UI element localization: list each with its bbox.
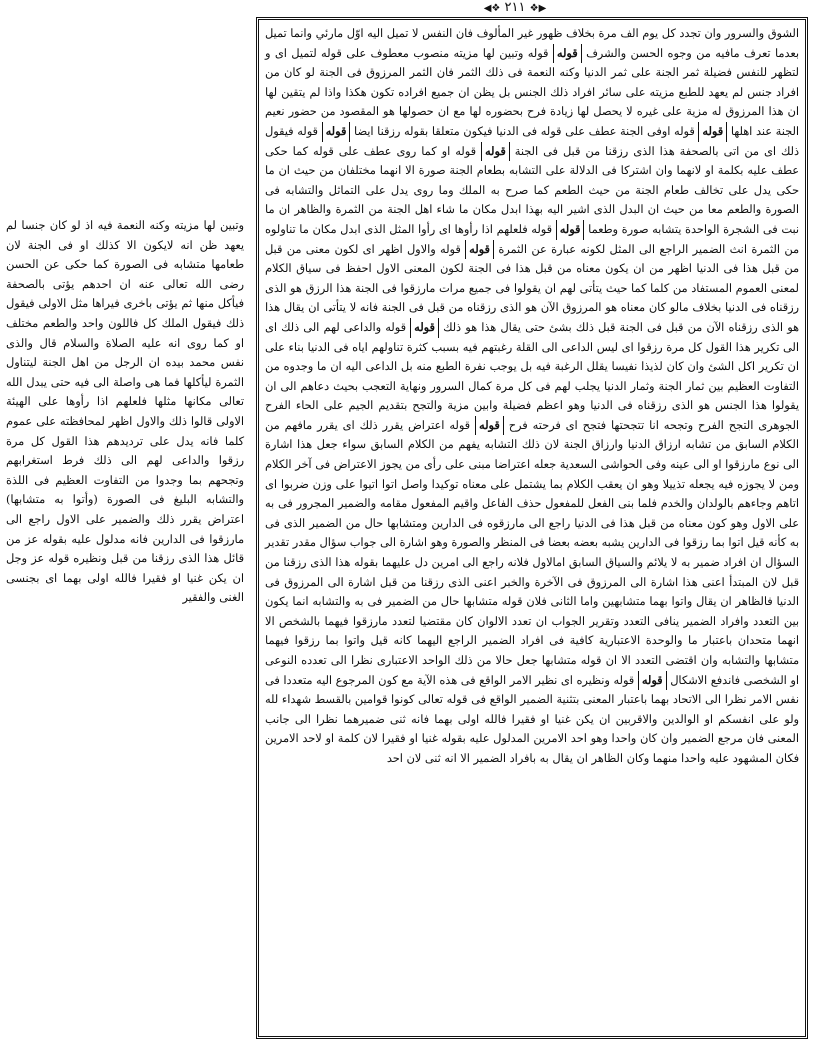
main-paragraph-text: الشوق والسرور وان تجدد كل يوم الف مرة بخلاف ظهور غير المألوف فان النفس لا تميل اليه اوّل مارئي وانما تميل بعدما تعرف مافيه من وجوه الحسن والشرف [265,27,799,60]
main-paragraph-text: قوله اعتراض يقرر ذلك اى يقرر مافهم من الكلام السابق من تشابه ارزاق الدنيا وارزاق الجنة لان ذلك التشابه يفهم من الكلام السابق سواء جعل هذا اشارة الى نوع مارزقوا او الى عينه وفى الحواشى السعدية جعله اعتراضا مبنى على رأى من يجوز الاعتراض فى آخر الكلام ومن لا يجوزه فيه يجعله تذييلا وهو ان يعقب الكلام بما يشتمل على معناه توكيدا واصل اتوا اتيوا على وزن ضربوا اى اتاهم وجاءهم بالولدان والخدم فلما بنى الفعل للمفعول حذف الفاعل واقيم المفعول مقامه والضمير المجرور فى به على الاول وهو كون معناه من قبل هذا فى الدنيا راجع الى مارزقوه فى الدارين ومتشابها حال من الضمير الذى فى به كأنه قيل اتوا بما رزقوا فى الدارين يشبه بعضه بعضا فى المنظر والصورة وهو اشارة الى جواب سؤال مقدر تقدير السؤال ان افراد ضمير به لا يلائم والسياق السابق امالاول فلانه راجع الى امرين دل عليهما بقوله هذا الذى رزقنا من قبل لان المبتدأ اعنى هذا اشارة الى المرزوق فى الآخرة والخبر اعنى الذى رزقنا من قبل اشارة الى المرزوق فى الدنيا فالظاهر ان يقال واتوا بهما متشابهين واما الثانى فلان قوله متشابها حال من الضمير فى به والتشابه انما يكون بين التعدد وافراد الضمير ينافى التعدد وتقرير الجواب ان تعدد الالوان كان مقتضيا لتعدد مارزقوا فيهما بالشخص الا انهما متحدان باعتبار ما والوحدة الاعتبارية كافية فى افراد الضمير الراجع اليهما كانه قيل واتوا بما رزقوا فيهما متشابها والتشابه وان اقتضى التعدد الا ان قوله متشابها جعل حالا من ذلك الواحد الاعتبارى نظرا الى تعدده النوعى او الشخصى فاندفع الاشكال [265,418,800,687]
main-paragraph [265,24,799,769]
marginal-text-column [6,216,244,608]
page-number [470,0,560,16]
main-paragraph-text: قوله اوفى الجنة عطف على قوله فى الدنيا فيكون متعلقا بقوله رزقنا ايضا [354,124,695,138]
margin-paragraph: وتبين لها مزيته وكنه النعمة فيه اذ لو كان جنسا لم يعهد ظن انه لايكون الا كذلك او فى الجنة لان طعامها متشابه فى الصورة كما حكى عن الحسن رضى الله تعالى عنه ان احدهم يؤتى بالصحفة فيأكل منها ثم يؤتى باخرى فيراها مثل الاولى فيقول ذلك فيقول الملك كل فاللون واحد والطعم مختلف او كما روى انه عليه الصلاة والسلام قال والذى نفس محمد بيده ان الرجل من اهل الجنة ليتناول الثمرة ليأكلها فما هى واصلة الى فيه حتى يبدل الله تعالى مكانها مثلها فلعلهم اذا رأوها على الهيئة الاولى قالوا ذلك والاول اظهر لمحافظته على عموم كلما فانه يدل على ترديدهم هذا القول كل مرة رزقوا والداعى لهم الى ذلك فرط استغرابهم وتجحهم بما وجدوا من التفاوت العظيم فى اللذة والتشابه البليغ فى الصورة (وأتوا به متشابها) اعتراض يقرر ذلك والضمير على الاول راجع الى مارزقوا فى الدارين فانه مدلول عليه بقوله عز من قائل هذا الذى رزقنا من قبل ونظيره قوله عز وجل ان يكن غنيا او فقيرا فالله اولى بهما اى بجنسى الغنى والفقير [6,219,244,605]
qawl-marker: قوله [465,240,494,260]
main-paragraph-text: قوله ونظيره اى نظير الامر الواقع فى هذه الآية مع كون المرجوع اليه متعددا فى نفس الامر نظرا الى الاتحاد بهما باعتبار المعنى بتثنية الضمير الواقع فى قوله تعالى كونوا قوامين بالقسط شهداء لله ولو على انفسكم او الوالدين والاقربين ان يكن غنيا او فقيرا فالله اولى بهما فانه ثنى ضميرهما نظرا الى جانب المعنى فان مرجع الضمير وان كان واحدا وهو احد الامرين المدلول عليه بقوله غنيا او فقيرا لان كلمة او لاحد الامرين فكان المشهود عليه واحدا منهما وكان الظاهر ان يقال به بافراد الضمير الا انه ثنى لان احد [265,673,799,765]
qawl-marker: قوله [481,142,510,162]
qawl-marker: قوله [698,122,727,142]
main-paragraph-text: قوله وتبين لها مزيته منصوب معطوف على قوله لتميل اى و لتظهر للنفس فضيلة ثمر الجنة على ثمر الدنيا وكنه النعمة فى ذلك الثمر فان الثمر المرزوق فى الجنة لو كان من افراد جنس لم يعهد للطبع مزيته على سائر افراد ذلك الجنس بل يظن ان جميع افراده تكون هكذا واذا لم يتقين لها ان هذا المرزوق له مزية على غيره لا يحصل لها زيادة فرح بحضوره لها مع ان حصولها هو المقصود من حضور نعيم الجنة عند اهلها [265,46,800,138]
main-commentary-text [265,24,799,769]
ornament-icon: ◀❖ [483,3,501,14]
main-paragraph-text: قوله او كما روى عطف على قوله كما حكى عطف عليه بكلمة او لانهما وان اشتركا فى الدلالة على التشابه بطعام الجنة صورة الا انهما مختلفان من حيث ان ما حكى يدل على تخالف طعام الجنة من حيث الطعم كما صرح به الملك وما روى يدل على التماثل والتشابه فى الصورة والطعم معا من حيث ان البدل الذى اشير اليه بهذا ابدل مكان ما شاء اهل الجنة من الثمرة والظاهر ان ما نبت فى الشجرة الواحدة يتشابه صورة وطعما [265,144,800,236]
qawl-marker: قوله [410,318,439,338]
qawl-marker: قوله [553,44,582,64]
qawl-marker: قوله [475,416,504,436]
qawl-marker: قوله [638,671,667,691]
main-paragraph-text: قوله والاول اظهر اى لكون معنى من قبل من قبل هذا فى الدنيا اظهر من ان يكون معناه من قبل هذا فى الجنة لكون المعنى الاول احفظ فى سياق الكلام لمعنى العموم المستفاد من كلما كما حيث يتأتى لهم ان يقولوا فى جميع مرات مارزقوا فى الجنة هذا الرزق هو الذى رزقناه فى الدنيا بخلاف مالو كان معناه هو المرزوق الآن هو الذى رزقناه من قبل فى الجنة فانه لا يتأتى ان يقال هذا هو الذى رزقناه الآن من قبل فى الجنة قبل ذلك بشئ حتى يقال هذا هو ذلك [265,242,800,334]
main-paragraph-text: قوله والداعى لهم الى ذلك اى الى تكرير هذا القول كل مرة رزقوا اى ليس الداعى الى القلة رغبتهم فيه بسبب كثرة تناولهم اياه فى الدنيا بناء على ان تكرير اكل الشئ وان كان لذيذا نفيسا يقلل الرغبة فيه بل يوجب نفرة الطبع منه بل الداعى اليه ان ما وجدوه من التفاوت العظيم بين ثمار الجنة وثمار الدنيا يجلب لهم فى كل مرة كمال السرور ونهاية التعجب بحيث دعاهم الى ان يقولوا هذا الجنس هو الذى رزقناه فى الدنيا وهو اعظم فضيلة وابين مزية والتجح بتقديم الجيم على الحاء الفرح الجوهرى التجح الفرح وتجحه انا تتجحتها فتجح اى فرحته فرح [265,320,800,432]
page-number-text: ٢١١ [504,0,526,15]
main-paragraph-text: قوله فيقول ذلك اى من اتى بالصحفة هذا الذى رزقنا من قبل فى الجنة [265,124,799,158]
qawl-marker: قوله [322,122,351,142]
ornament-icon: ❖▶ [529,3,547,14]
main-paragraph-text: قوله فلعلهم اذا رأوها اى رأوا المثل الذى ابدل مكان ما تناولوه من الثمرة انث الضمير الراجع الى المثل لكونه عبارة عن الثمرة [265,222,800,256]
main-commentary-frame [256,17,808,1039]
qawl-marker: قوله [556,220,585,240]
